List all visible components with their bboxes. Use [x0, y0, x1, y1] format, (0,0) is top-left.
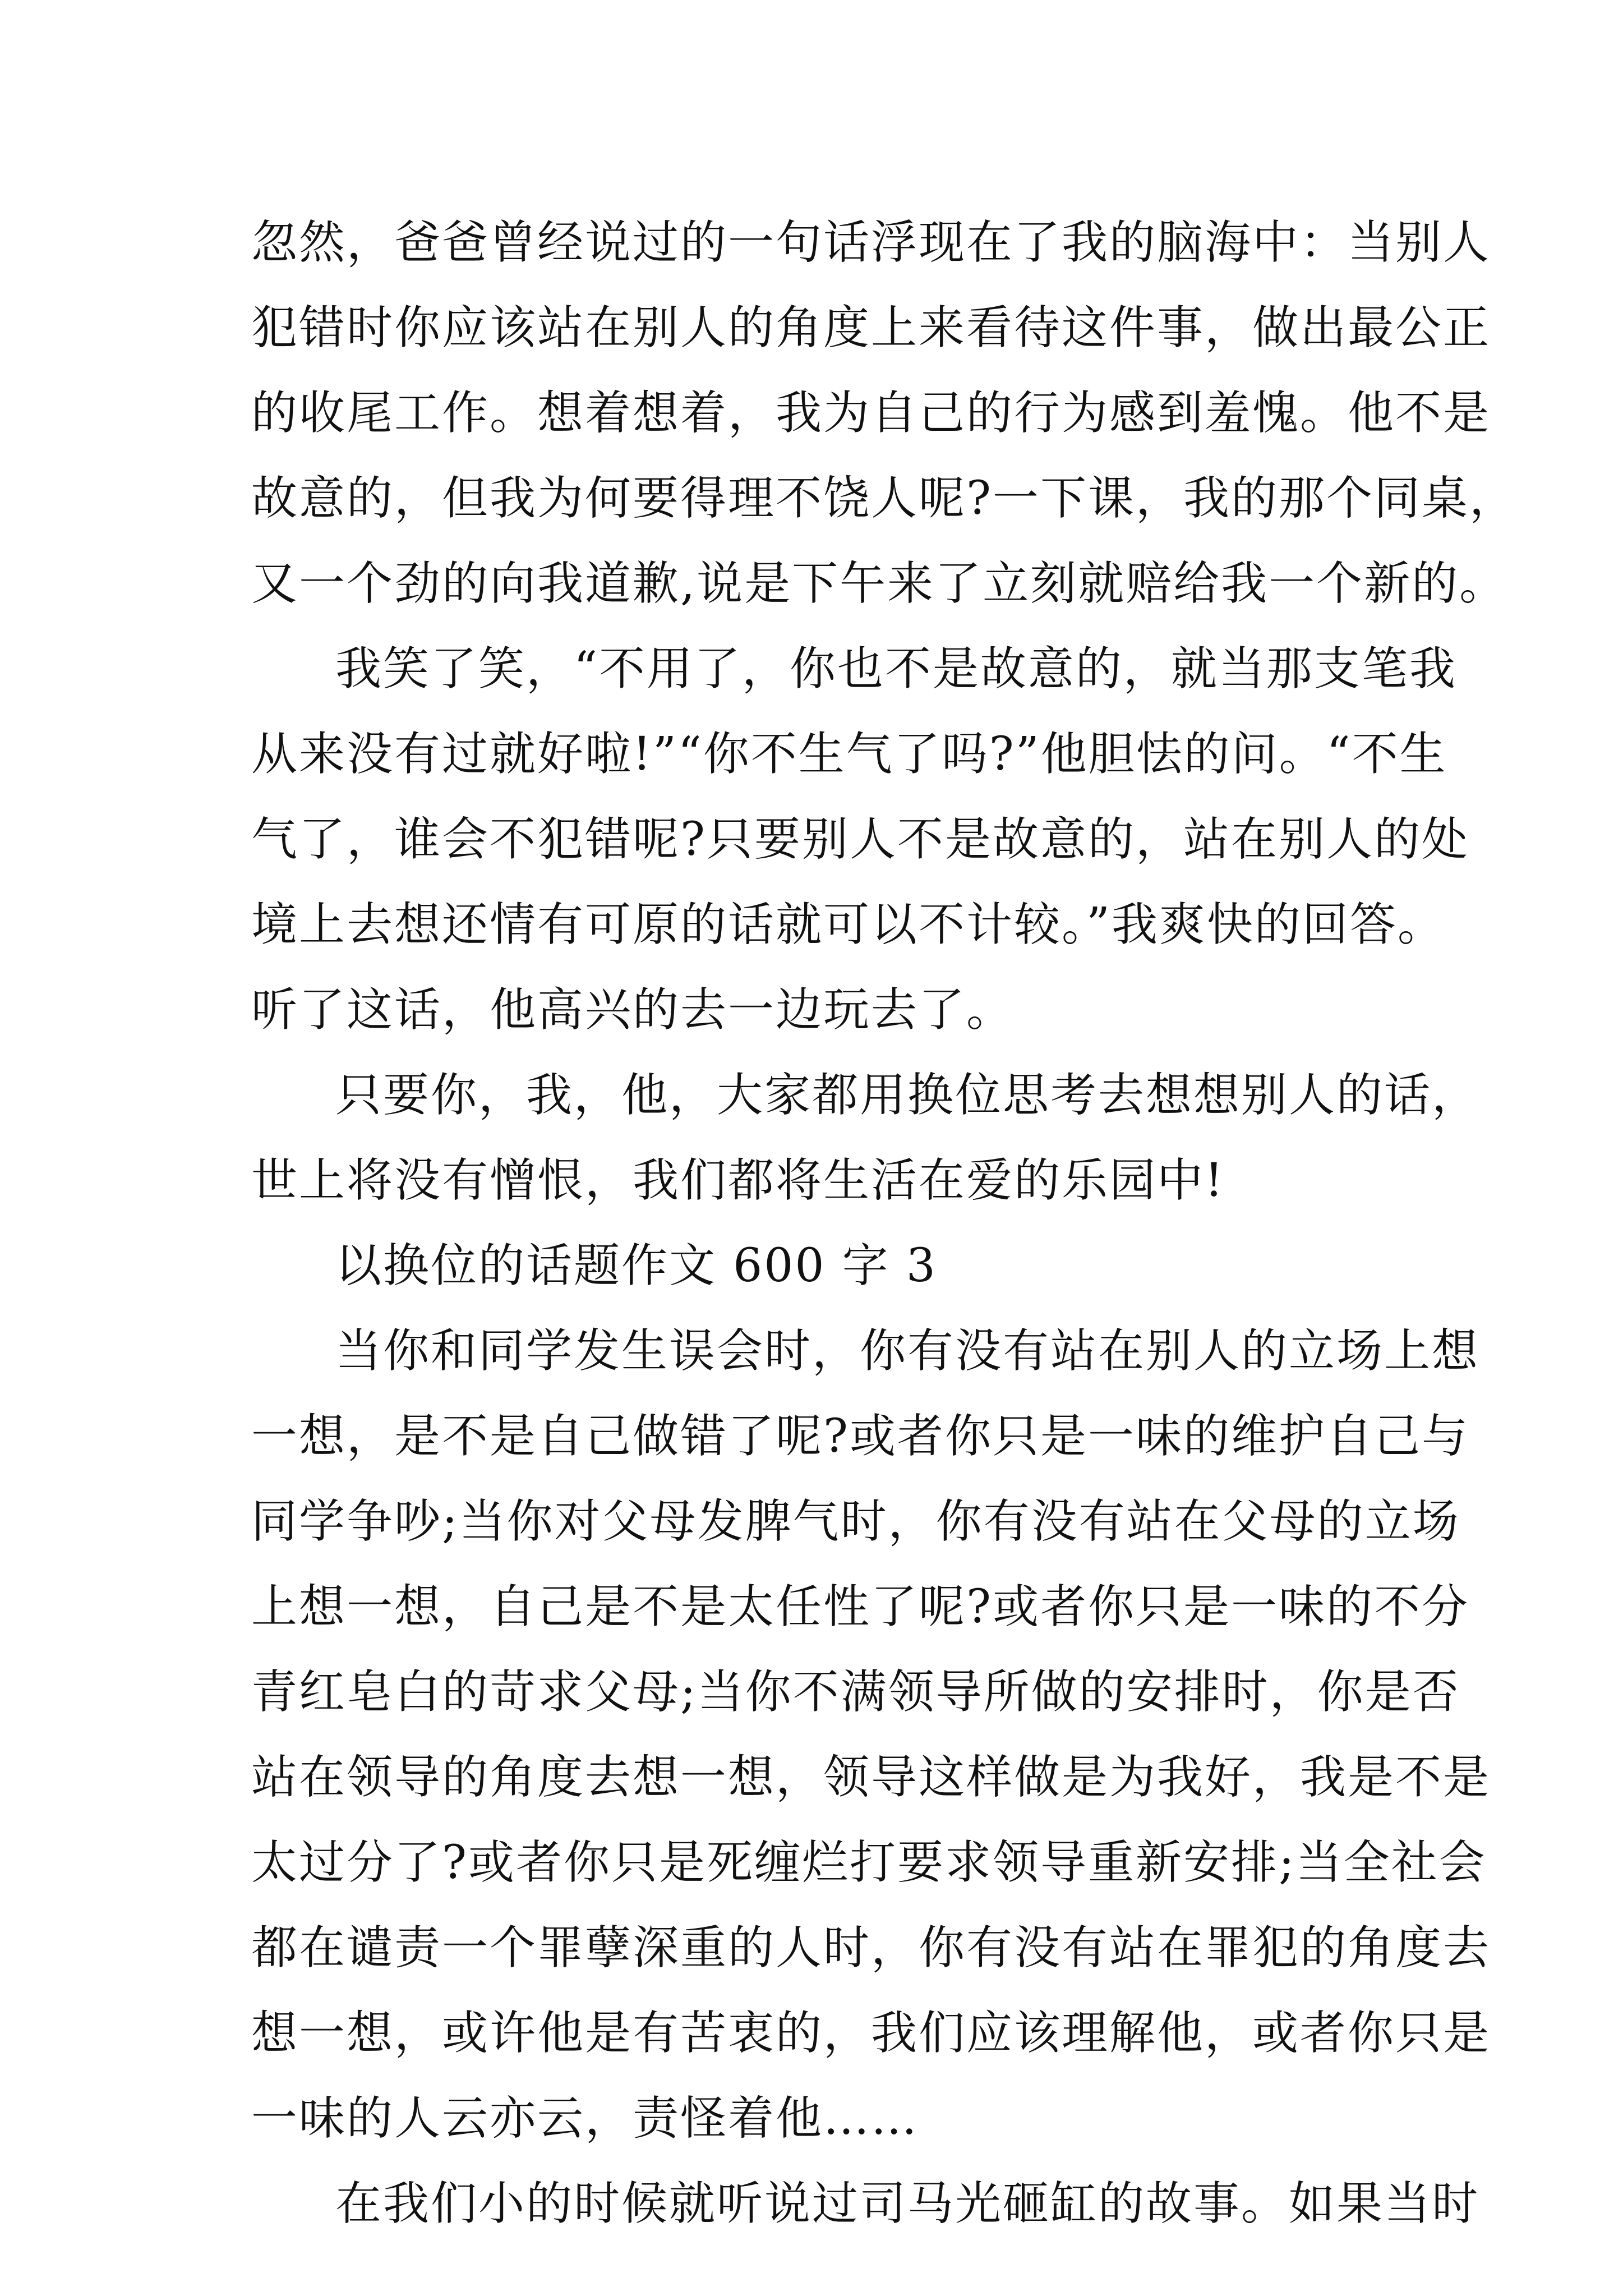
text-line: 境上去想还情有可原的话就可以不计较。”我爽快的回答。 — [251, 898, 1445, 951]
text-line: 气了，谁会不犯错呢?只要别人不是故意的，站在别人的处 — [251, 813, 1469, 866]
text-line: 想一想，或许他是有苦衷的，我们应该理解他，或者你只是 — [251, 2007, 1491, 2060]
text-line: 听了这话，他高兴的去一边玩去了。 — [251, 983, 1015, 1037]
text-line: 世上将没有憎恨，我们都将生活在爱的乐园中! — [251, 1154, 1225, 1207]
text-line: 的收尾工作。想着想着，我为自己的行为感到羞愧。他不是 — [251, 386, 1491, 440]
text-line: 太过分了?或者你只是死缠烂打要求领导重新安排;当全社会 — [251, 1836, 1487, 1889]
text-line: 站在领导的角度去想一想，领导这样做是为我好，我是不是 — [251, 1751, 1491, 1804]
paragraph-start-line: 在我们小的时候就听说过司马光砸缸的故事。如果当时 — [335, 2177, 1480, 2230]
text-line: 上想一想，自己是不是太任性了呢?或者你只是一味的不分 — [251, 1580, 1469, 1634]
paragraph-start-line: 当你和同学发生误会时，你有没有站在别人的立场上想 — [335, 1324, 1480, 1378]
text-line: 又一个劲的向我道歉,说是下午来了立刻就赔给我一个新的。 — [251, 557, 1507, 610]
text-line: 一味的人云亦云，责怪着他…… — [251, 2092, 919, 2145]
text-line: 都在谴责一个罪孽深重的人时，你有没有站在罪犯的角度去 — [251, 1921, 1491, 1975]
text-line: 故意的，但我为何要得理不饶人呢?一下课，我的那个同桌， — [251, 472, 1517, 525]
text-line: 忽然，爸爸曾经说过的一句话浮现在了我的脑海中：当别人 — [251, 216, 1491, 269]
section-heading: 以换位的话题作文 600 字 3 — [335, 1239, 937, 1292]
text-line: 从来没有过就好啦!”“你不生气了吗?”他胆怯的问。“不生 — [251, 728, 1447, 781]
paragraph-start-line: 只要你，我，他，大家都用换位思考去想想别人的话， — [335, 1069, 1480, 1122]
paragraph-start-line: 我笑了笑，“不用了，你也不是故意的，就当那支笔我 — [335, 642, 1457, 696]
text-line: 同学争吵;当你对父母发脾气时，你有没有站在父母的立场 — [251, 1495, 1460, 1548]
text-line: 一想，是不是自己做错了呢?或者你只是一味的维护自己与 — [251, 1410, 1469, 1463]
text-line: 青红皂白的苛求父母;当你不满领导所做的安排时，你是否 — [251, 1665, 1460, 1719]
text-line: 犯错时你应该站在别人的角度上来看待这件事，做出最公正 — [251, 301, 1491, 355]
